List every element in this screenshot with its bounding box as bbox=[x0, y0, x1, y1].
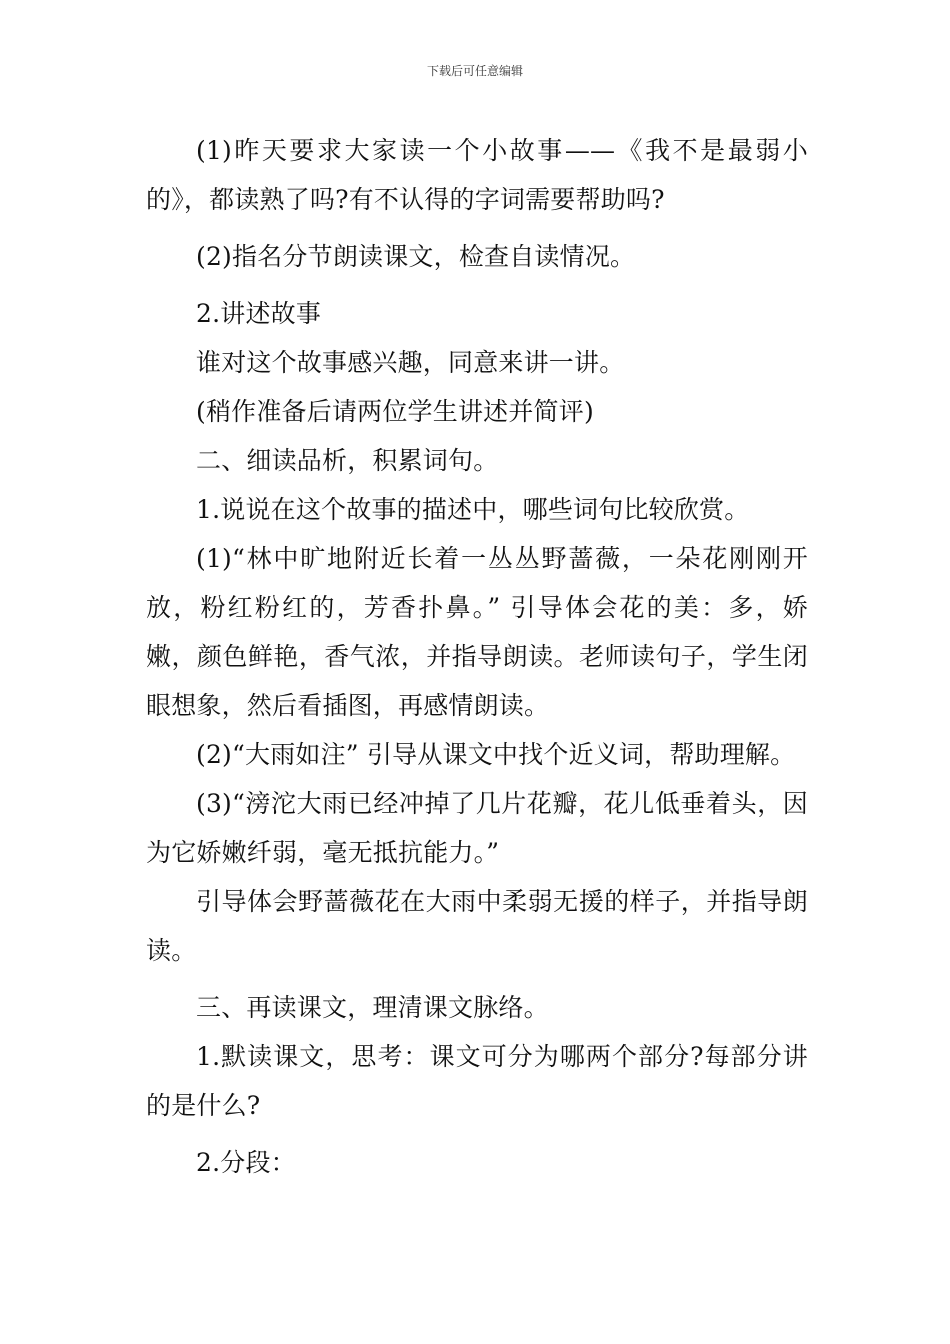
paragraph: (稍作准备后请两位学生讲述并简评) bbox=[196, 397, 594, 426]
paragraph: 1.默读课文，思考：课文可分为哪两个部分?每部分讲的是什么? bbox=[146, 1042, 808, 1120]
section-heading: 三、再读课文，理清课文脉络。 bbox=[196, 993, 549, 1022]
paragraph: 引导体会野蔷薇花在大雨中柔弱无援的样子，并指导朗读。 bbox=[146, 887, 808, 965]
paragraph: (2)指名分节朗读课文，检查自读情况。 bbox=[196, 242, 636, 271]
paragraph: (1)“林中旷地附近长着一丛丛野蔷薇，一朵花刚刚开放，粉红粉红的，芳香扑鼻。” 引导体会花的美：多，娇嫩，颜色鲜艳，香气浓，并指导朗读。老师读句子，学生闭眼想象，然后看插图，再感情朗读。 bbox=[146, 544, 808, 720]
paragraph: (3)“滂沱大雨已经冲掉了几片花瓣，花儿低垂着头，因为它娇嫩纤弱，毫无抵抗能力。” bbox=[146, 789, 808, 867]
page-header: 下载后可任意编辑 bbox=[426, 64, 523, 78]
paragraph: (1)昨天要求大家读一个小故事——《我不是最弱小的》，都读熟了吗?有不认得的字词需要帮助吗? bbox=[146, 136, 808, 214]
paragraph: 2.分段： bbox=[196, 1148, 296, 1177]
document-body bbox=[146, 126, 808, 1187]
section-heading: 2.讲述故事 bbox=[196, 299, 322, 328]
paragraph: 1.说说在这个故事的描述中，哪些词句比较欣赏。 bbox=[196, 495, 750, 524]
section-heading: 二、细读品析，积累词句。 bbox=[196, 446, 499, 475]
paragraph: (2)“大雨如注” 引导从课文中找个近义词，帮助理解。 bbox=[196, 740, 796, 769]
paragraph: 谁对这个故事感兴趣，同意来讲一讲。 bbox=[196, 348, 625, 377]
